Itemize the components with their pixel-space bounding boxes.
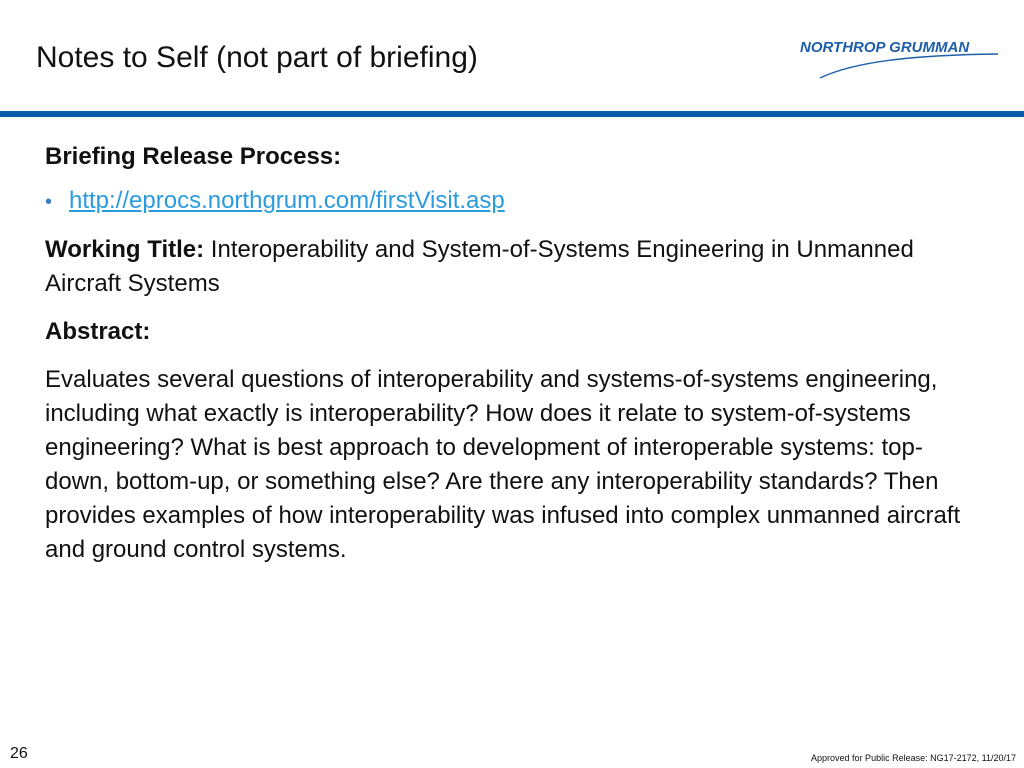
abstract-heading: Abstract: — [45, 318, 151, 345]
release-process-heading: Briefing Release Process: — [45, 143, 342, 170]
header-divider — [0, 111, 1024, 117]
northrop-grumman-logo-graphic — [796, 36, 1002, 82]
working-title-label: Working Title: — [45, 236, 205, 263]
northrop-grumman-logo — [796, 36, 1002, 82]
abstract-text: Evaluates several questions of interoperability and systems-of-systems engineering, including what exactly is interoperability? How does it relate to system-of-systems engineering? What is best approach to development of interoperable systems: top-down, bottom-up, or something else? Are there any interoperability standards? Then provides examples of how interoperability was infused into complex unmanned aircraft and ground control systems. — [45, 366, 961, 563]
page-number: 26 — [10, 745, 28, 762]
working-title — [45, 233, 985, 301]
public-release-note: Approved for Public Release: NG17-2172, 11/20/17 — [811, 753, 1016, 763]
release-link[interactable]: http://eprocs.northgrum.com/firstVisit.asp — [69, 187, 505, 214]
slide-title: Notes to Self (not part of briefing) — [36, 41, 478, 74]
logo-wordmark: NORTHROP GRUMMAN — [800, 39, 970, 56]
working-title-text: Interoperability and System-of-Systems Engineering in Unmanned Aircraft Systems — [45, 236, 914, 297]
release-link-item — [45, 184, 985, 219]
logo-swoosh — [820, 54, 998, 78]
slide-content — [45, 140, 985, 567]
bullet-dot-icon: • — [45, 191, 53, 213]
